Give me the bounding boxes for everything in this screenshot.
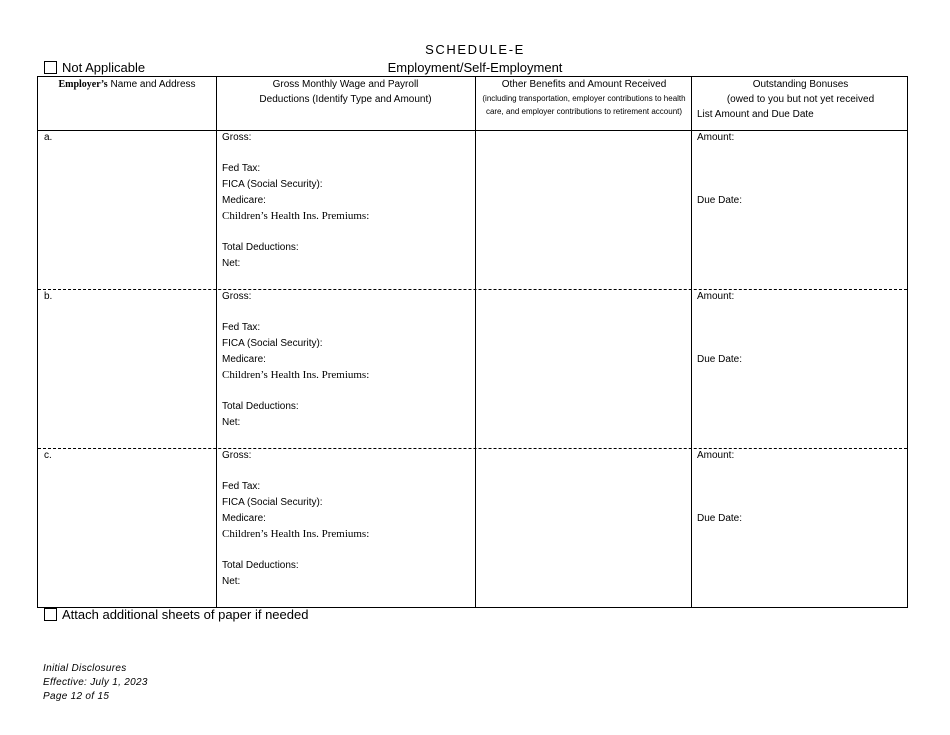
- page-footer: [43, 662, 148, 704]
- row-divider: [38, 289, 907, 290]
- employment-table: [37, 76, 908, 608]
- row-label-c: c.: [44, 450, 52, 461]
- bonus-header-line1: Outstanding Bonuses: [752, 79, 849, 90]
- gross-field[interactable]: Gross:: [222, 450, 252, 461]
- footer-document-name: Initial Disclosures: [43, 663, 127, 674]
- net-field[interactable]: Net:: [222, 576, 241, 587]
- bonus-due-date-field[interactable]: Due Date:: [697, 195, 743, 206]
- bonus-amount-field[interactable]: Amount:: [697, 291, 735, 302]
- bonus-due-date-field[interactable]: Due Date:: [697, 354, 743, 365]
- childrens-health-field[interactable]: Children’s Health Ins. Premiums:: [222, 369, 370, 381]
- header-divider: [38, 130, 907, 131]
- bonus-header-line2: (owed to you but not yet received: [726, 94, 875, 105]
- page-subtitle: Employment/Self-Employment: [387, 60, 563, 75]
- medicare-field[interactable]: Medicare:: [222, 195, 266, 206]
- column-divider: [216, 77, 217, 607]
- column-divider: [691, 77, 692, 607]
- net-field[interactable]: Net:: [222, 258, 241, 269]
- fica-field[interactable]: FICA (Social Security):: [222, 338, 323, 349]
- wage-header-line2: Deductions (Identify Type and Amount): [259, 94, 432, 105]
- benefits-header-note: (including transportation, employer contributions to health care, and employer contributions to retirement account): [482, 94, 686, 116]
- schedule-title: SCHEDULE-E: [425, 42, 525, 57]
- medicare-field[interactable]: Medicare:: [222, 513, 266, 524]
- gross-field[interactable]: Gross:: [222, 132, 252, 143]
- row-divider: [38, 448, 907, 449]
- row-label-b: b.: [44, 291, 53, 302]
- fica-field[interactable]: FICA (Social Security):: [222, 179, 323, 190]
- childrens-health-field[interactable]: Children’s Health Ins. Premiums:: [222, 210, 370, 222]
- total-deductions-field[interactable]: Total Deductions:: [222, 401, 299, 412]
- bonus-amount-field[interactable]: Amount:: [697, 450, 735, 461]
- fica-field[interactable]: FICA (Social Security):: [222, 497, 323, 508]
- net-field[interactable]: Net:: [222, 417, 241, 428]
- benefits-column-header: [478, 77, 690, 118]
- attach-sheets-label: Attach additional sheets of paper if needed: [62, 607, 309, 622]
- attach-sheets-checkbox[interactable]: [44, 608, 57, 621]
- fed-tax-field[interactable]: Fed Tax:: [222, 163, 261, 174]
- bonus-column-header: [693, 77, 908, 122]
- fed-tax-field[interactable]: Fed Tax:: [222, 322, 261, 333]
- total-deductions-field[interactable]: Total Deductions:: [222, 560, 299, 571]
- footer-effective-date: Effective: July 1, 2023: [43, 677, 148, 688]
- footer-page-number: Page 12 of 15: [43, 691, 110, 702]
- gross-field[interactable]: Gross:: [222, 291, 252, 302]
- employer-header-bold: Employer’s: [58, 79, 108, 90]
- column-divider: [475, 77, 476, 607]
- childrens-health-field[interactable]: Children’s Health Ins. Premiums:: [222, 528, 370, 540]
- attach-sheets-option[interactable]: [44, 607, 308, 622]
- benefits-header-line1: Other Benefits and Amount Received: [501, 79, 667, 90]
- wage-header-line1: Gross Monthly Wage and Payroll: [272, 79, 419, 90]
- employer-column-header: [38, 77, 216, 92]
- not-applicable-label: Not Applicable: [62, 60, 146, 75]
- bonus-header-line3: List Amount and Due Date: [697, 109, 814, 120]
- wage-column-header: [216, 77, 475, 107]
- fed-tax-field[interactable]: Fed Tax:: [222, 481, 261, 492]
- medicare-field[interactable]: Medicare:: [222, 354, 266, 365]
- employer-header-rest: Name and Address: [107, 79, 196, 90]
- row-label-a: a.: [44, 132, 53, 143]
- bonus-due-date-field[interactable]: Due Date:: [697, 513, 743, 524]
- total-deductions-field[interactable]: Total Deductions:: [222, 242, 299, 253]
- bonus-amount-field[interactable]: Amount:: [697, 132, 735, 143]
